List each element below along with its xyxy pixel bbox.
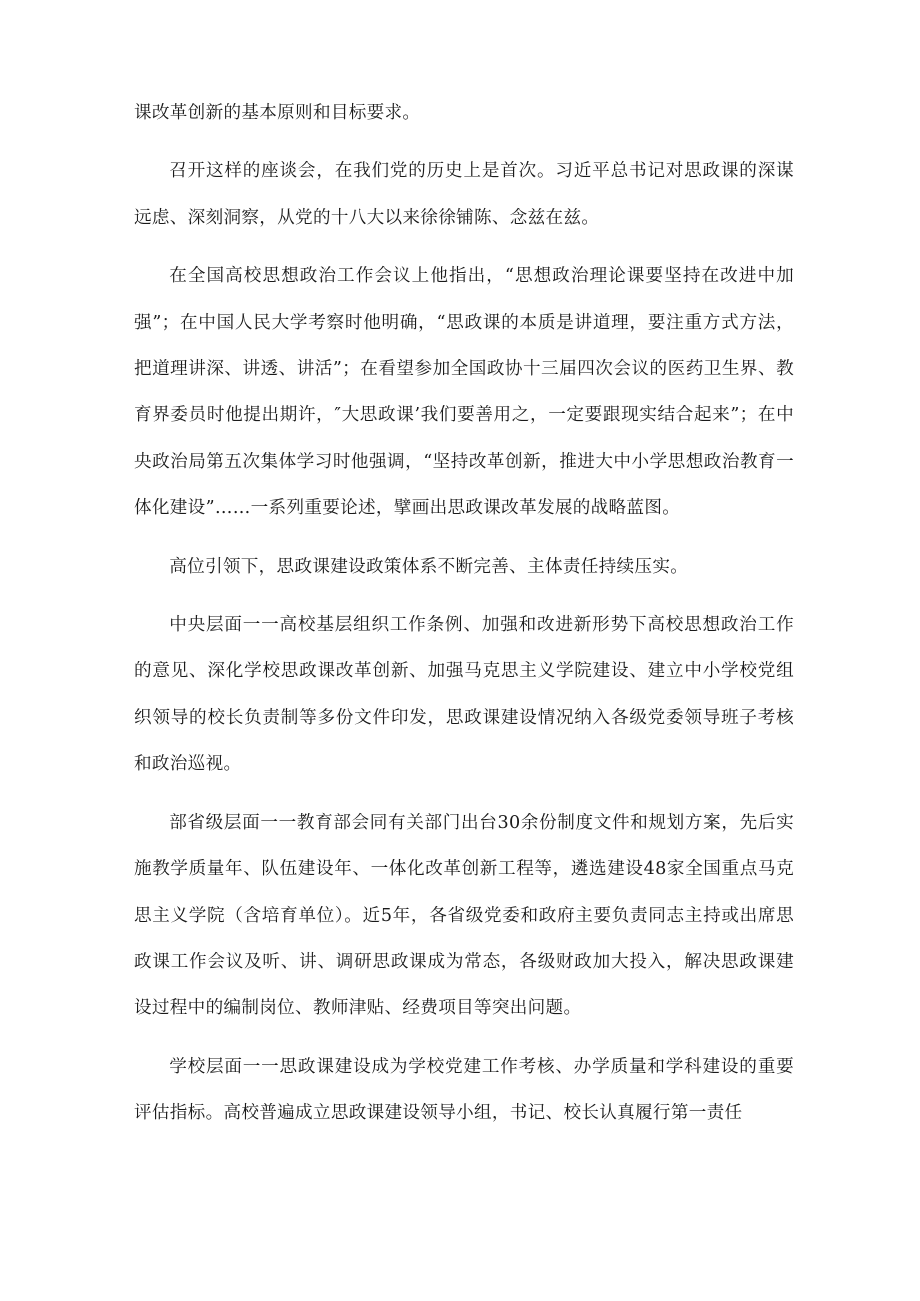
document-body (134, 90, 794, 1137)
paragraph: 高位引领下，思政课建设政策体系不断完善、主体责任持续压实。 (169, 556, 689, 577)
paragraph: 部省级层面一一教育部会同有关部门出台30余份制度文件和规划方案，先后实施教学质量年、队伍建设年、一体化改革创新工程等，遴选建设48家全国重点马克思主义学院（含培育单位）。近5年，各省级党委和政府主要负责同志主持或出席思政课工作会议及听、讲、调研思政课成为常态，各级财政加大投入，解决思政课建设过程中的编制岗位、教师津贴、经费项目等突出问题。 (134, 812, 794, 1019)
paragraph: 在全国高校思想政治工作会议上他指出，“思想政治理论课要坚持在改进中加强”；在中国人民大学考察时他明确，“思政课的本质是讲道理，要注重方式方法，把道理讲深、讲透、讲活”；在看望参加全国政协十三届四次会议的医药卫生界、教育界委员时他提出期许，″大思政课’我们要善用之，一定要跟现实结合起来”；在中央政治局第五次集体学习时他强调，“坚持改革创新，推进大中小学思想政治教育一体化建设”……一系列重要论述，擘画出思政课改革发展的战略蓝图。 (134, 266, 794, 519)
paragraph: 学校层面一一思政课建设成为学校党建工作考核、办学质量和学科建设的重要评估指标。高校普遍成立思政课建设领导小组，书记、校长认真履行第一责任 (134, 1056, 794, 1124)
paragraph-continued: 课改革创新的基本原则和目标要求。 (134, 103, 421, 123)
paragraph: 中央层面一一高校基层组织工作条例、加强和改进新形势下高校思想政治工作的意见、深化学校思政课改革创新、加强马克思主义学院建设、建立中小学校党组织领导的校长负责制等多份文件印发，思政课建设情况纳入各级党委领导班子考核和政治巡视。 (134, 615, 794, 775)
paragraph: 召开这样的座谈会，在我们党的历史上是首次。习近平总书记对思政课的深谋远虑、深刻洞察，从党的十八大以来徐徐铺陈、念兹在兹。 (134, 161, 794, 228)
